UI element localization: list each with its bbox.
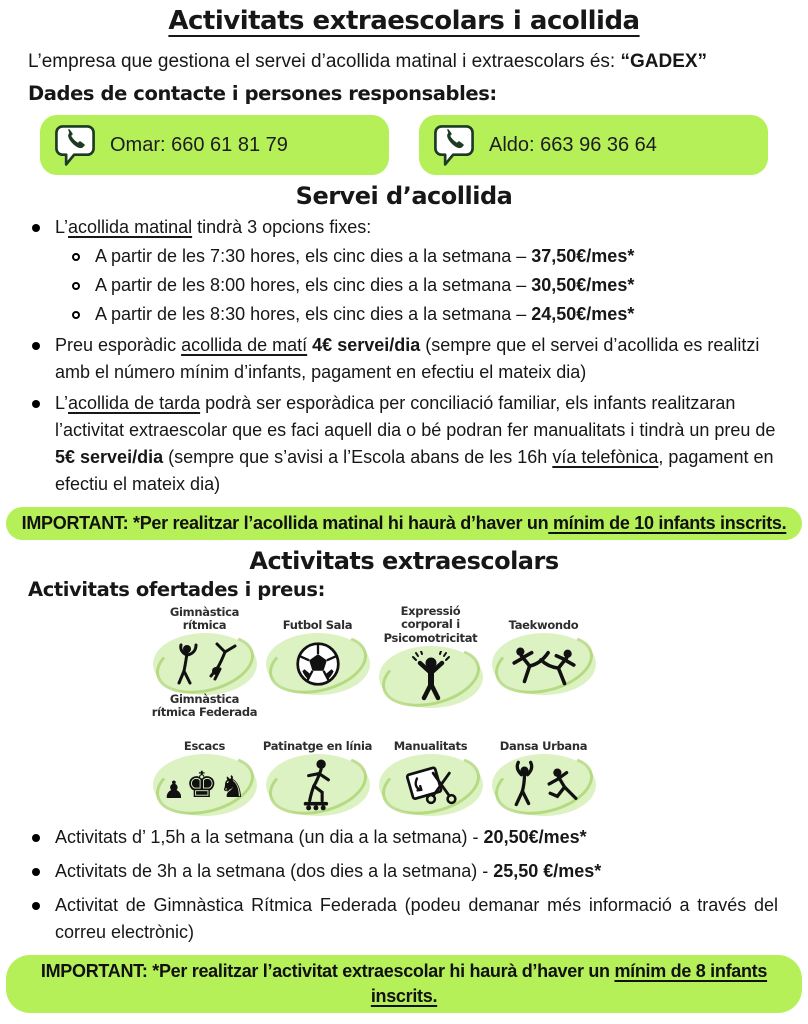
contact-pill-aldo [419, 115, 768, 175]
bullet-text: A partir de les 8:00 hores, els cinc dies a la setmana – 30,50€/mes* [95, 275, 635, 295]
contact-pills [40, 115, 768, 175]
important-banner-acollida: IMPORTANT: *Per realitzar l’acollida matinal hi haurà d’haver un mínim de 10 infants inscrits. [6, 507, 802, 540]
activity-blob [379, 754, 483, 816]
circle-bullet-icon [72, 311, 80, 319]
bullet-icon [32, 834, 40, 842]
activity-tile-expressio [374, 605, 487, 708]
contact-pill-label: Omar: 660 61 81 79 [110, 133, 288, 156]
phone-bubble-icon [52, 122, 98, 168]
activity-tile-manualitats [374, 726, 487, 816]
inline-skating-icon [295, 758, 341, 812]
activity-tile-gimnastica [148, 604, 261, 720]
taekwondo-icon [507, 639, 581, 689]
bullet-icon [32, 342, 40, 350]
bullet-text: L’acollida matinal tindrà 3 opcions fixes: [55, 217, 372, 237]
chess-icon [163, 763, 246, 805]
contact-pill-omar [40, 115, 389, 175]
prices-bullet-list [30, 824, 778, 946]
acollida-bullet-list [30, 214, 778, 498]
activity-label: Gimnàstica rítmica [169, 604, 240, 632]
bullet-icon [32, 868, 40, 876]
circle-bullet-icon [72, 282, 80, 290]
bullet-icon [32, 902, 40, 910]
activities-subheading: Activitats ofertades i preus: [28, 578, 325, 602]
list-item [70, 272, 778, 299]
activity-label: Expressió corporal i Psicomotricitat [383, 604, 478, 645]
activity-label: Escacs [183, 738, 226, 753]
crafts-icon [403, 759, 459, 811]
activity-blob [153, 754, 257, 816]
activity-label: Dansa Urbana [499, 738, 588, 753]
list-item [30, 858, 778, 885]
activity-tile-dansa [487, 726, 600, 816]
list-item [30, 332, 778, 386]
activities-grid [148, 605, 808, 816]
phone-bubble-icon [431, 122, 477, 168]
activity-tile-taekwondo [487, 605, 600, 708]
bullet-text: A partir de les 7:30 hores, els cinc dies a la setmana – 37,50€/mes* [95, 246, 635, 266]
activity-label: Patinatge en línia [262, 738, 373, 753]
activity-tile-escacs [148, 726, 261, 816]
activity-blob [492, 633, 596, 695]
list-item [30, 214, 778, 241]
list-item [30, 390, 778, 498]
activity-label: Futbol Sala [282, 617, 353, 632]
bullet-text: Preu esporàdic acollida de matí 4€ servei/dia (sempre que el servei d’acollida es realitzi amb el número mínim d’infants, pagament en efectiu el mateix dia) [55, 335, 760, 382]
bullet-text: Activitats d’ 1,5h a la setmana (un dia a la setmana) - 20,50€/mes* [55, 826, 587, 847]
gymnastics-icon [169, 641, 241, 687]
bullet-text: Activitat de Gimnàstica Rítmica Federada (podeu demanar més informació a través del correu electrònic) [55, 894, 778, 942]
chess-pawn-glyph: ♟ [163, 776, 185, 804]
urban-dance-icon [507, 760, 581, 810]
section-heading-extraescolars: Activitats extraescolars [249, 547, 559, 576]
bullet-text: L’acollida de tarda podrà ser esporàdica per conciliació familiar, els infants realitzaran l’activitat extraescolar que es faci aquell dia o bé podran fer manualitats i tindrà un preu de 5€ servei/dia (sempre que s’avisi a l’Escola abans de les 16h vía telefònica, pagament en efectiu el mateix dia) [55, 393, 776, 494]
activity-blob [153, 633, 257, 695]
section-heading-acollida: Servei d’acollida [295, 182, 513, 210]
intro-text: L’empresa que gestiona el servei d’acollida matinal i extraescolars és: “GADEX” [28, 51, 708, 72]
circle-bullet-icon [72, 253, 80, 261]
bullet-icon [32, 400, 40, 408]
bullet-icon [32, 224, 40, 232]
soccer-ball-icon [293, 639, 343, 689]
activity-tile-futbol [261, 605, 374, 708]
activity-sublabel: Gimnàstica rítmica Federada [151, 692, 258, 720]
important-banner-extraescolars: IMPORTANT: *Per realitzar l’activitat extraescolar hi haurà d’haver un mínim de 8 infants inscrits. [6, 955, 802, 1013]
activity-blob [266, 754, 370, 816]
activity-label: Taekwondo [508, 617, 579, 632]
list-item [70, 243, 778, 270]
list-item [30, 824, 778, 851]
bullet-text: Activitats de 3h a la setmana (dos dies a la setmana) - 25,50 €/mes* [55, 860, 602, 881]
page-title: Activitats extraescolars i acollida [168, 6, 640, 36]
activity-blob [379, 646, 483, 708]
expression-icon [405, 651, 457, 703]
chess-king-glyph: ♚ [185, 763, 218, 805]
bullet-text: A partir de les 8:30 hores, els cinc dies a la setmana – 24,50€/mes* [95, 304, 635, 324]
list-item [30, 892, 778, 946]
contact-heading: Dades de contacte i persones responsables: [28, 82, 497, 105]
activity-tile-patinatge [261, 726, 374, 816]
list-item [70, 301, 778, 328]
activity-label: Manualitats [393, 738, 468, 753]
activity-blob [266, 633, 370, 695]
activity-blob [492, 754, 596, 816]
contact-pill-label: Aldo: 663 96 36 64 [489, 133, 657, 156]
chess-knight-glyph: ♞ [218, 770, 246, 804]
